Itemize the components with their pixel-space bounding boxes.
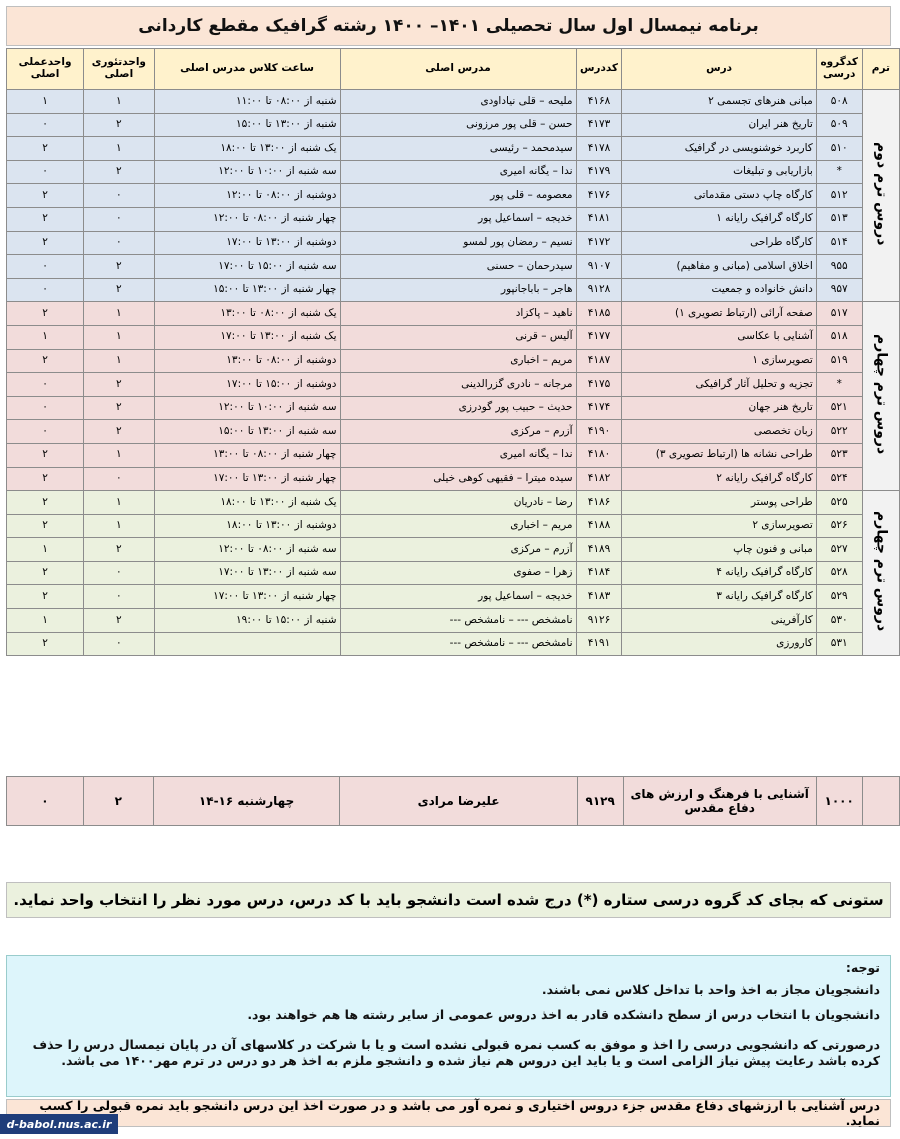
header-course: درس bbox=[622, 49, 816, 90]
page-title: برنامه نیمسال اول سال تحصیلی ۱۴۰۱– ۱۴۰۰ رشته گرافیک مقطع کاردانی bbox=[6, 6, 891, 46]
time-cell: دوشنبه از ۱۳:۰۰ تا ۱۷:۰۰ bbox=[154, 231, 340, 255]
course-name-cell: کارگاه گرافیک رایانه ۴ bbox=[622, 561, 816, 585]
extra-term-cell bbox=[862, 777, 899, 826]
extra-time: چهارشنبه ۱۶-۱۴ bbox=[153, 777, 340, 826]
header-group-code: کدگروه درسی bbox=[816, 49, 862, 90]
group-code-cell: ۵۱۲ bbox=[816, 184, 862, 208]
practical-units-cell: ۱ bbox=[7, 538, 84, 562]
practical-units-cell: ۲ bbox=[7, 561, 84, 585]
course-name-cell: کارگاه گرافیک رایانه ۲ bbox=[622, 467, 816, 491]
table-row bbox=[7, 609, 900, 633]
group-code-cell: ۹۵۵ bbox=[816, 255, 862, 279]
course-code-cell: ۴۱۷۲ bbox=[576, 231, 622, 255]
group-code-cell: ۵۲۲ bbox=[816, 420, 862, 444]
group-code-cell: ۵۱۷ bbox=[816, 302, 862, 326]
theory-units-cell: ۱ bbox=[84, 137, 154, 161]
table-row bbox=[7, 585, 900, 609]
table-row bbox=[7, 420, 900, 444]
theory-units-cell: ۲ bbox=[84, 278, 154, 302]
time-cell: سه شنبه از ۱۰:۰۰ تا ۱۲:۰۰ bbox=[154, 396, 340, 420]
teacher-cell: آزرم – مرکزی bbox=[340, 420, 576, 444]
course-code-cell: ۴۱۸۸ bbox=[576, 514, 622, 538]
teacher-cell: حسن – قلی پور مرزونی bbox=[340, 113, 576, 137]
teacher-cell: سیدرحمان – حسنی bbox=[340, 255, 576, 279]
table-row bbox=[7, 113, 900, 137]
course-name-cell: طراحی نشانه ها (ارتباط تصویری ۳) bbox=[622, 443, 816, 467]
theory-units-cell: ۱ bbox=[84, 514, 154, 538]
group-code-cell: ۵۰۹ bbox=[816, 113, 862, 137]
table-row bbox=[7, 514, 900, 538]
course-name-cell: تجزیه و تحلیل آثار گرافیکی bbox=[622, 373, 816, 397]
time-cell: چهار شنبه از ۱۳:۰۰ تا ۱۵:۰۰ bbox=[154, 278, 340, 302]
course-code-cell: ۴۱۸۲ bbox=[576, 467, 622, 491]
course-code-cell: ۴۱۷۸ bbox=[576, 137, 622, 161]
practical-units-cell: ۲ bbox=[7, 137, 84, 161]
time-cell: سه شنبه از ۱۳:۰۰ تا ۱۷:۰۰ bbox=[154, 561, 340, 585]
course-name-cell: کارگاه چاپ دستی مقدماتی bbox=[622, 184, 816, 208]
group-code-cell: ۵۱۳ bbox=[816, 207, 862, 231]
practical-units-cell: ۲ bbox=[7, 231, 84, 255]
course-code-cell: ۴۱۸۵ bbox=[576, 302, 622, 326]
course-code-cell: ۴۱۸۷ bbox=[576, 349, 622, 373]
header-theory: واحدتئوری اصلی bbox=[84, 49, 154, 90]
course-name-cell: کارگاه طراحی bbox=[622, 231, 816, 255]
time-cell: چهار شنبه از ۱۳:۰۰ تا ۱۷:۰۰ bbox=[154, 467, 340, 491]
notice-line-3: درصورتی که دانشجویی درسی را اخذ و موفق به کسب نمره قبولی نشده است و یا با شرکت در کلاسهای آن در پایان نیمسال درس را حذف کرده باشد رعایت پیش نیاز الزامی است و یا باید این دروس هم نیاز شده و دانشجو ملزم به اخذ هر دو درس در ترم مهر۱۴۰۰ می باشد. bbox=[32, 1036, 880, 1068]
table-row bbox=[7, 184, 900, 208]
star-note: ستونی که بجای کد گروه درسی ستاره (*) درج شده است دانشجو باید با کد درس، درس مورد نظر را انتخاب واحد نماید. bbox=[6, 882, 891, 918]
course-name-cell: کارآفرینی bbox=[622, 609, 816, 633]
course-name-cell: تاریخ هنر ایران bbox=[622, 113, 816, 137]
header-term: ترم bbox=[862, 49, 899, 90]
practical-units-cell: ۲ bbox=[7, 349, 84, 373]
theory-units-cell: ۰ bbox=[84, 585, 154, 609]
theory-units-cell: ۲ bbox=[84, 420, 154, 444]
time-cell: سه شنبه از ۱۰:۰۰ تا ۱۲:۰۰ bbox=[154, 160, 340, 184]
table-row bbox=[7, 90, 900, 114]
time-cell: سه شنبه از ۱۳:۰۰ تا ۱۵:۰۰ bbox=[154, 420, 340, 444]
theory-units-cell: ۲ bbox=[84, 609, 154, 633]
theory-units-cell: ۱ bbox=[84, 491, 154, 515]
course-code-cell: ۴۱۸۶ bbox=[576, 491, 622, 515]
group-code-cell: ۵۳۱ bbox=[816, 632, 862, 656]
time-cell: سه شنبه از ۱۵:۰۰ تا ۱۷:۰۰ bbox=[154, 255, 340, 279]
term-label bbox=[862, 302, 899, 491]
theory-units-cell: ۰ bbox=[84, 467, 154, 491]
time-cell: دوشنبه از ۰۸:۰۰ تا ۱۳:۰۰ bbox=[154, 349, 340, 373]
course-name-cell: کارگاه گرافیک رایانه ۳ bbox=[622, 585, 816, 609]
extra-practical: ۰ bbox=[7, 777, 84, 826]
term-label bbox=[862, 491, 899, 656]
practical-units-cell: ۰ bbox=[7, 113, 84, 137]
table-row bbox=[7, 137, 900, 161]
group-code-cell: * bbox=[816, 160, 862, 184]
group-code-cell: ۵۲۷ bbox=[816, 538, 862, 562]
teacher-cell: حدیث – حبیب پور گودرزی bbox=[340, 396, 576, 420]
theory-units-cell: ۱ bbox=[84, 443, 154, 467]
header-teacher: مدرس اصلی bbox=[340, 49, 576, 90]
site-badge[interactable]: d-babol.nus.ac.ir bbox=[0, 1114, 118, 1134]
course-name-cell: تاریخ هنر جهان bbox=[622, 396, 816, 420]
theory-units-cell: ۲ bbox=[84, 373, 154, 397]
extra-theory: ۲ bbox=[83, 777, 153, 826]
practical-units-cell: ۲ bbox=[7, 184, 84, 208]
practical-units-cell: ۰ bbox=[7, 278, 84, 302]
group-code-cell: ۵۱۴ bbox=[816, 231, 862, 255]
time-cell: چهار شنبه از ۰۸:۰۰ تا ۱۳:۰۰ bbox=[154, 443, 340, 467]
time-cell: چهار شنبه از ۰۸:۰۰ تا ۱۲:۰۰ bbox=[154, 207, 340, 231]
table-row bbox=[7, 255, 900, 279]
course-code-cell: ۴۱۸۳ bbox=[576, 585, 622, 609]
course-code-cell: ۴۱۹۰ bbox=[576, 420, 622, 444]
course-name-cell: تصویرسازی ۱ bbox=[622, 349, 816, 373]
theory-units-cell: ۲ bbox=[84, 538, 154, 562]
course-code-cell: ۴۱۹۱ bbox=[576, 632, 622, 656]
teacher-cell: ملیحه – قلی نیاداودی bbox=[340, 90, 576, 114]
term-label bbox=[862, 90, 899, 302]
theory-units-cell: ۰ bbox=[84, 632, 154, 656]
teacher-cell: نسیم – رمضان پور لمسو bbox=[340, 231, 576, 255]
practical-units-cell: ۲ bbox=[7, 302, 84, 326]
theory-units-cell: ۱ bbox=[84, 302, 154, 326]
course-code-cell: ۴۱۸۰ bbox=[576, 443, 622, 467]
course-name-cell: کاربرد خوشنویسی در گرافیک bbox=[622, 137, 816, 161]
group-code-cell: ۵۱۹ bbox=[816, 349, 862, 373]
practical-units-cell: ۲ bbox=[7, 467, 84, 491]
course-name-cell: بازاریابی و تبلیغات bbox=[622, 160, 816, 184]
practical-units-cell: ۱ bbox=[7, 609, 84, 633]
course-code-cell: ۴۱۸۴ bbox=[576, 561, 622, 585]
group-code-cell: * bbox=[816, 373, 862, 397]
theory-units-cell: ۰ bbox=[84, 207, 154, 231]
table-row bbox=[7, 325, 900, 349]
teacher-cell: خدیجه – اسماعیل پور bbox=[340, 585, 576, 609]
course-name-cell: مبانی و فنون چاپ bbox=[622, 538, 816, 562]
teacher-cell: آلیس – قرنی bbox=[340, 325, 576, 349]
time-cell: دوشنبه از ۱۵:۰۰ تا ۱۷:۰۰ bbox=[154, 373, 340, 397]
table-row bbox=[7, 349, 900, 373]
bottom-note: درس آشنایی با ارزشهای دفاع مقدس جزء دروس اختیاری و نمره آور می باشد و در صورت اخذ این درس دانشجو باید نمره قبولی را کسب نماید. bbox=[6, 1099, 891, 1127]
group-code-cell: ۵۲۸ bbox=[816, 561, 862, 585]
practical-units-cell: ۲ bbox=[7, 632, 84, 656]
course-code-cell: ۹۱۰۷ bbox=[576, 255, 622, 279]
theory-units-cell: ۲ bbox=[84, 113, 154, 137]
course-code-cell: ۴۱۸۹ bbox=[576, 538, 622, 562]
course-name-cell: صفحه آرائی (ارتباط تصویری ۱) bbox=[622, 302, 816, 326]
extra-group: ۱۰۰۰ bbox=[816, 777, 862, 826]
teacher-cell: مریم – اخباری bbox=[340, 514, 576, 538]
notice-line-1: دانشجویان مجاز به اخذ واحد با تداخل کلاس نمی باشند. bbox=[541, 982, 880, 998]
course-name-cell: اخلاق اسلامی (مبانی و مفاهیم) bbox=[622, 255, 816, 279]
teacher-cell: مریم – اخباری bbox=[340, 349, 576, 373]
practical-units-cell: ۰ bbox=[7, 373, 84, 397]
table-row bbox=[7, 443, 900, 467]
notice-heading: توجه: bbox=[845, 960, 880, 975]
theory-units-cell: ۲ bbox=[84, 255, 154, 279]
time-cell: یک شنبه از ۱۳:۰۰ تا ۱۸:۰۰ bbox=[154, 137, 340, 161]
teacher-cell: ندا – یگانه امیری bbox=[340, 443, 576, 467]
table-row bbox=[7, 373, 900, 397]
teacher-cell: هاجر – باباجانپور bbox=[340, 278, 576, 302]
time-cell: دوشنبه از ۱۳:۰۰ تا ۱۸:۰۰ bbox=[154, 514, 340, 538]
table-row bbox=[7, 538, 900, 562]
table-row bbox=[7, 160, 900, 184]
header-course-code: کددرس bbox=[576, 49, 622, 90]
course-code-cell: ۴۱۷۵ bbox=[576, 373, 622, 397]
header-time: ساعت کلاس مدرس اصلی bbox=[154, 49, 340, 90]
teacher-cell: سیده میترا – فقیهی کوهی خیلی bbox=[340, 467, 576, 491]
term-label-text: دروس ترم چهارم bbox=[873, 333, 890, 455]
practical-units-cell: ۰ bbox=[7, 255, 84, 279]
extra-course-code: ۹۱۲۹ bbox=[577, 777, 623, 826]
table-row bbox=[7, 396, 900, 420]
group-code-cell: ۵۲۴ bbox=[816, 467, 862, 491]
group-code-cell: ۵۰۸ bbox=[816, 90, 862, 114]
course-code-cell: ۴۱۷۹ bbox=[576, 160, 622, 184]
header-row bbox=[7, 49, 900, 90]
course-code-cell: ۴۱۷۷ bbox=[576, 325, 622, 349]
extra-teacher: علیرضا مرادی bbox=[340, 777, 577, 826]
group-code-cell: ۵۲۹ bbox=[816, 585, 862, 609]
group-code-cell: ۵۲۱ bbox=[816, 396, 862, 420]
course-name-cell: طراحی پوستر bbox=[622, 491, 816, 515]
course-code-cell: ۹۱۲۶ bbox=[576, 609, 622, 633]
time-cell: شنبه از ۱۳:۰۰ تا ۱۵:۰۰ bbox=[154, 113, 340, 137]
practical-units-cell: ۲ bbox=[7, 514, 84, 538]
course-code-cell: ۴۱۷۴ bbox=[576, 396, 622, 420]
group-code-cell: ۹۵۷ bbox=[816, 278, 862, 302]
extra-course-row bbox=[7, 777, 900, 826]
course-name-cell: آشنایی با عکاسی bbox=[622, 325, 816, 349]
term-label-text: دروس ترم چهارم bbox=[873, 510, 890, 632]
course-name-cell: مبانی هنرهای تجسمی ۲ bbox=[622, 90, 816, 114]
course-name-cell: کارگاه گرافیک رایانه ۱ bbox=[622, 207, 816, 231]
teacher-cell: خدیجه – اسماعیل پور bbox=[340, 207, 576, 231]
teacher-cell: ناهید – پاکزاد bbox=[340, 302, 576, 326]
theory-units-cell: ۰ bbox=[84, 184, 154, 208]
course-code-cell: ۴۱۷۶ bbox=[576, 184, 622, 208]
group-code-cell: ۵۲۵ bbox=[816, 491, 862, 515]
group-code-cell: ۵۱۸ bbox=[816, 325, 862, 349]
extra-course-name: آشنایی با فرهنگ و ارزش های دفاع مقدس bbox=[623, 777, 816, 826]
header-practical: واحدعملی اصلی bbox=[7, 49, 84, 90]
table-row bbox=[7, 231, 900, 255]
practical-units-cell: ۲ bbox=[7, 585, 84, 609]
table-row bbox=[7, 632, 900, 656]
course-name-cell: دانش خانواده و جمعیت bbox=[622, 278, 816, 302]
course-name-cell: کارورزی bbox=[622, 632, 816, 656]
table-row bbox=[7, 302, 900, 326]
teacher-cell: ندا – یگانه امیری bbox=[340, 160, 576, 184]
schedule-table bbox=[6, 48, 900, 656]
course-code-cell: ۴۱۷۳ bbox=[576, 113, 622, 137]
course-name-cell: زبان تخصصی bbox=[622, 420, 816, 444]
practical-units-cell: ۱ bbox=[7, 90, 84, 114]
theory-units-cell: ۲ bbox=[84, 160, 154, 184]
teacher-cell: نامشخص --- – نامشخص --- bbox=[340, 609, 576, 633]
teacher-cell: معصومه – قلی پور bbox=[340, 184, 576, 208]
notice-line-2: دانشجویان با انتخاب درس از سطح دانشکده قادر به اخذ دروس عمومی از سایر رشته ها هم خواهند بود. bbox=[247, 1006, 880, 1022]
teacher-cell: رضا – نادریان bbox=[340, 491, 576, 515]
practical-units-cell: ۰ bbox=[7, 160, 84, 184]
group-code-cell: ۵۳۰ bbox=[816, 609, 862, 633]
time-cell: شنبه از ۰۸:۰۰ تا ۱۱:۰۰ bbox=[154, 90, 340, 114]
practical-units-cell: ۰ bbox=[7, 396, 84, 420]
practical-units-cell: ۲ bbox=[7, 491, 84, 515]
table-row bbox=[7, 491, 900, 515]
theory-units-cell: ۰ bbox=[84, 561, 154, 585]
notice-box bbox=[6, 955, 891, 1097]
theory-units-cell: ۰ bbox=[84, 231, 154, 255]
table-row bbox=[7, 561, 900, 585]
teacher-cell: مرجانه – نادری گزرالدینی bbox=[340, 373, 576, 397]
extra-course-table bbox=[6, 776, 900, 826]
time-cell: سه شنبه از ۰۸:۰۰ تا ۱۲:۰۰ bbox=[154, 538, 340, 562]
practical-units-cell: ۲ bbox=[7, 443, 84, 467]
practical-units-cell: ۱ bbox=[7, 325, 84, 349]
theory-units-cell: ۱ bbox=[84, 325, 154, 349]
course-code-cell: ۹۱۲۸ bbox=[576, 278, 622, 302]
course-name-cell: تصویرسازی ۲ bbox=[622, 514, 816, 538]
teacher-cell: نامشخص --- – نامشخص --- bbox=[340, 632, 576, 656]
term-label-text: دروس ترم دوم bbox=[873, 141, 890, 246]
table-row bbox=[7, 278, 900, 302]
time-cell bbox=[154, 632, 340, 656]
theory-units-cell: ۱ bbox=[84, 90, 154, 114]
time-cell: شنبه از ۱۵:۰۰ تا ۱۹:۰۰ bbox=[154, 609, 340, 633]
practical-units-cell: ۲ bbox=[7, 207, 84, 231]
course-code-cell: ۴۱۸۱ bbox=[576, 207, 622, 231]
time-cell: یک شنبه از ۱۳:۰۰ تا ۱۷:۰۰ bbox=[154, 325, 340, 349]
table-row bbox=[7, 467, 900, 491]
group-code-cell: ۵۱۰ bbox=[816, 137, 862, 161]
time-cell: چهار شنبه از ۱۳:۰۰ تا ۱۷:۰۰ bbox=[154, 585, 340, 609]
practical-units-cell: ۰ bbox=[7, 420, 84, 444]
theory-units-cell: ۱ bbox=[84, 349, 154, 373]
group-code-cell: ۵۲۶ bbox=[816, 514, 862, 538]
teacher-cell: زهرا – صفوی bbox=[340, 561, 576, 585]
theory-units-cell: ۲ bbox=[84, 396, 154, 420]
time-cell: یک شنبه از ۱۳:۰۰ تا ۱۸:۰۰ bbox=[154, 491, 340, 515]
course-code-cell: ۴۱۶۸ bbox=[576, 90, 622, 114]
time-cell: یک شنبه از ۰۸:۰۰ تا ۱۳:۰۰ bbox=[154, 302, 340, 326]
time-cell: دوشنبه از ۰۸:۰۰ تا ۱۲:۰۰ bbox=[154, 184, 340, 208]
teacher-cell: آزرم – مرکزی bbox=[340, 538, 576, 562]
teacher-cell: سیدمحمد – رئیسی bbox=[340, 137, 576, 161]
table-row bbox=[7, 207, 900, 231]
group-code-cell: ۵۲۳ bbox=[816, 443, 862, 467]
